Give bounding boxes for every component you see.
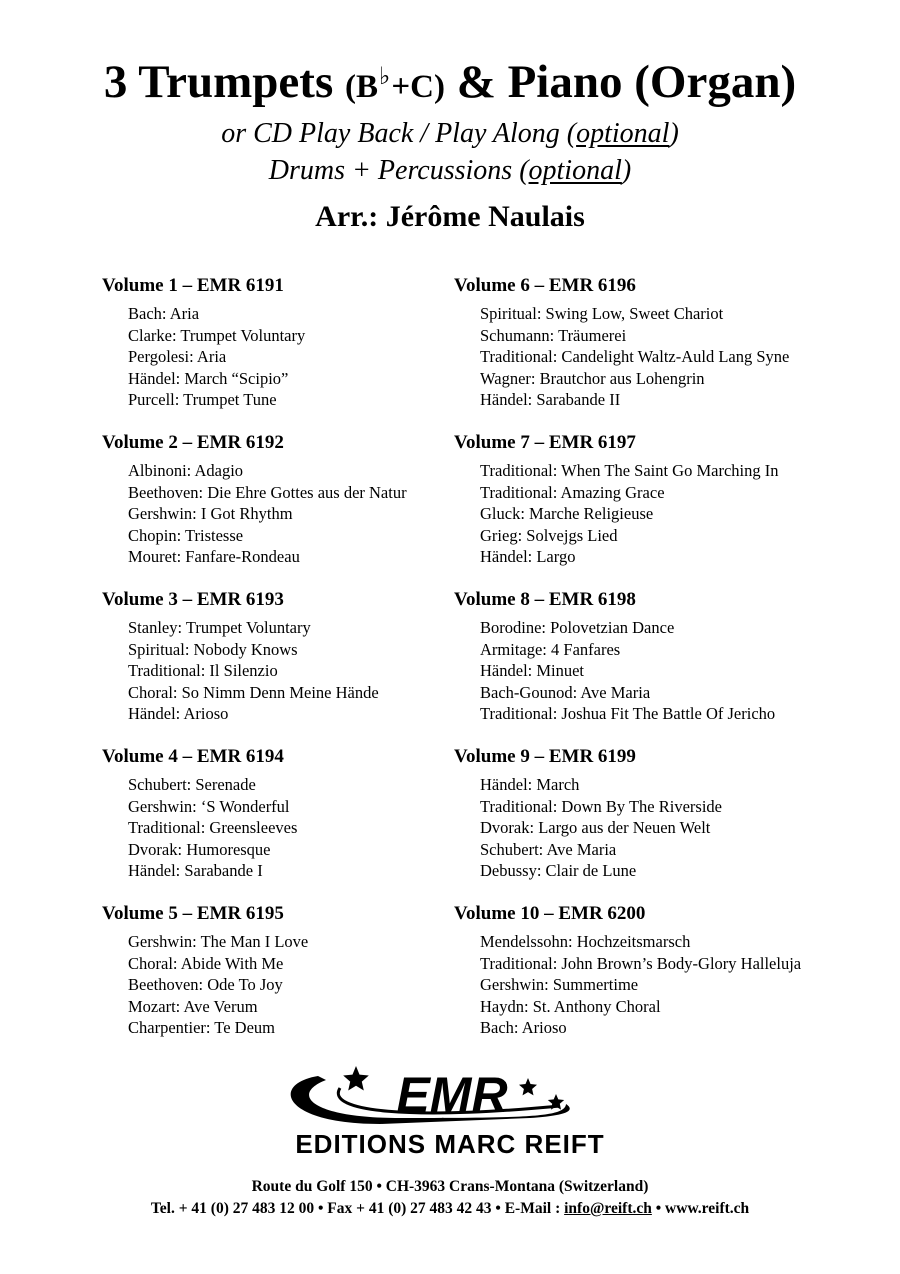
contact-line [0,1198,900,1220]
publisher-name: EDITIONS MARC REIFT [295,1129,605,1159]
subtitle-playback-text: or CD Play Back / Play Along [221,118,567,149]
volume-block-2 [102,430,492,568]
subtitle-drums-optional: optional [528,155,622,186]
volume-piece-list [454,303,844,411]
volume-heading: Volume 10 – EMR 6200 [454,903,646,924]
piece-item: Traditional: Il Silenzio [128,661,278,680]
volume-block-3 [102,587,492,725]
piece-item: Traditional: John Brown’s Body-Glory Halleluja [480,953,802,973]
piece-item: Chopin: Tristesse [128,525,244,545]
logo-text: EMR [396,1067,508,1123]
piece-item: Händel: Arioso [128,704,229,723]
piece-item: Debussy: Clair de Lune [480,861,637,880]
piece-item: Bach: Aria [128,304,200,323]
page-title [0,46,900,118]
piece-item: Spiritual: Swing Low, Sweet Chariot [480,304,724,323]
piece-item: Traditional: Amazing Grace [480,482,665,502]
piece-item: Stanley: Trumpet Voluntary [128,618,311,637]
piece-item: Albinoni: Adagio [128,461,244,480]
title-piano-organ: & Piano (Organ) [444,56,797,108]
volume-piece-list [454,460,844,568]
piece-item: Traditional: Greensleeves [128,818,298,837]
volume-heading: Volume 3 – EMR 6193 [102,589,284,610]
piece-item: Gershwin: The Man I Love [128,932,309,951]
volume-heading: Volume 5 – EMR 6195 [102,903,284,924]
piece-item: Gershwin: I Got Rhythm [128,504,293,523]
subtitle-playback-optional: optional [576,118,670,149]
contact-website[interactable]: • www.reift.ch [651,1200,750,1217]
piece-item: Choral: So Nimm Denn Meine Hände [128,682,379,702]
volume-heading: Volume 9 – EMR 6199 [454,746,636,767]
volume-heading: Volume 1 – EMR 6191 [102,275,284,296]
title-main: 3 Trumpets [103,56,345,108]
piece-item: Beethoven: Ode To Joy [128,975,283,994]
address: Route du Golf 150 • CH-3963 Crans-Montana (Switzerland) [251,1178,649,1195]
piece-item: Traditional: Joshua Fit The Battle Of Jericho [480,704,776,723]
volume-heading: Volume 4 – EMR 6194 [102,746,284,767]
piece-item: Traditional: When The Saint Go Marching In [480,461,779,480]
volume-block-6 [454,273,844,411]
contact-phone-fax: Tel. + 41 (0) 27 483 12 00 • Fax + 41 (0) 27 483 42 43 • E-Mail : [150,1200,565,1217]
volume-block-9 [454,744,844,882]
piece-item: Purcell: Trumpet Tune [128,390,277,409]
piece-item: Gershwin: ‘S Wonderful [128,796,290,816]
piece-item: Haydn: St. Anthony Choral [480,996,661,1016]
volume-piece-list [454,774,844,882]
volume-block-7 [454,430,844,568]
piece-item: Händel: March [480,775,580,794]
piece-item: Händel: March “Scipio” [128,368,289,388]
piece-item: Spiritual: Nobody Knows [128,639,298,659]
volume-piece-list [454,931,844,1039]
piece-item: Mozart: Ave Verum [128,996,258,1016]
piece-item: Gershwin: Summertime [480,975,639,994]
volume-block-8 [454,587,844,725]
piece-item: Traditional: Candelight Waltz-Auld Lang Syne [480,347,790,366]
email-link[interactable]: info@reift.ch [564,1200,652,1217]
piece-item: Händel: Minuet [480,661,585,680]
volume-piece-list [454,617,844,725]
volume-piece-list [102,931,492,1039]
piece-item: Charpentier: Te Deum [128,1018,275,1037]
volume-heading: Volume 8 – EMR 6198 [454,589,636,610]
piece-item: Bach: Arioso [480,1018,567,1037]
piece-item: Schubert: Ave Maria [480,839,617,859]
piece-item: Dvorak: Largo aus der Neuen Welt [480,818,711,837]
piece-item: Clarke: Trumpet Voluntary [128,325,306,345]
piece-item: Mouret: Fanfare-Rondeau [128,547,300,566]
flat-sign: ♭ [378,64,391,90]
piece-item: Händel: Largo [480,547,576,566]
volume-piece-list [102,460,492,568]
volume-piece-list [102,774,492,882]
subtitle-drums-text: Drums + Percussions [268,155,520,186]
arranger: Arr.: Jérôme Naulais [315,200,585,233]
volume-piece-list [102,303,492,411]
subtitle-playback: or CD Play Back / Play Along (optional) [221,118,679,149]
title-instrument-b: (B [344,69,378,105]
piece-item: Bach-Gounod: Ave Maria [480,682,651,702]
volume-heading: Volume 6 – EMR 6196 [454,275,636,296]
piece-item: Wagner: Brautchor aus Lohengrin [480,368,705,388]
volume-heading: Volume 7 – EMR 6197 [454,432,636,453]
piece-item: Schubert: Serenade [128,775,256,794]
volume-heading: Volume 2 – EMR 6192 [102,432,284,453]
piece-item: Mendelssohn: Hochzeitsmarsch [480,932,691,951]
piece-item: Händel: Sarabande I [128,861,263,880]
volume-piece-list [102,617,492,725]
subtitle-drums: Drums + Percussions (optional) [268,155,632,186]
piece-item: Choral: Abide With Me [128,953,284,973]
piece-item: Armitage: 4 Fanfares [480,639,621,659]
title-instrument-c: +C) [391,69,445,105]
piece-item: Beethoven: Die Ehre Gottes aus der Natur [128,482,407,502]
piece-item: Dvorak: Humoresque [128,839,271,859]
piece-item: Traditional: Down By The Riverside [480,796,722,816]
volume-block-1 [102,273,492,411]
piece-item: Gluck: Marche Religieuse [480,504,654,523]
piece-item: Händel: Sarabande II [480,390,621,409]
piece-item: Borodine: Polovetzian Dance [480,618,675,637]
piece-item: Grieg: Solvejgs Lied [480,525,618,545]
piece-item: Schumann: Träumerei [480,325,627,345]
piece-item: Pergolesi: Aria [128,347,227,366]
volume-block-4 [102,744,492,882]
volume-block-5 [102,901,492,1039]
volume-block-10 [454,901,844,1039]
